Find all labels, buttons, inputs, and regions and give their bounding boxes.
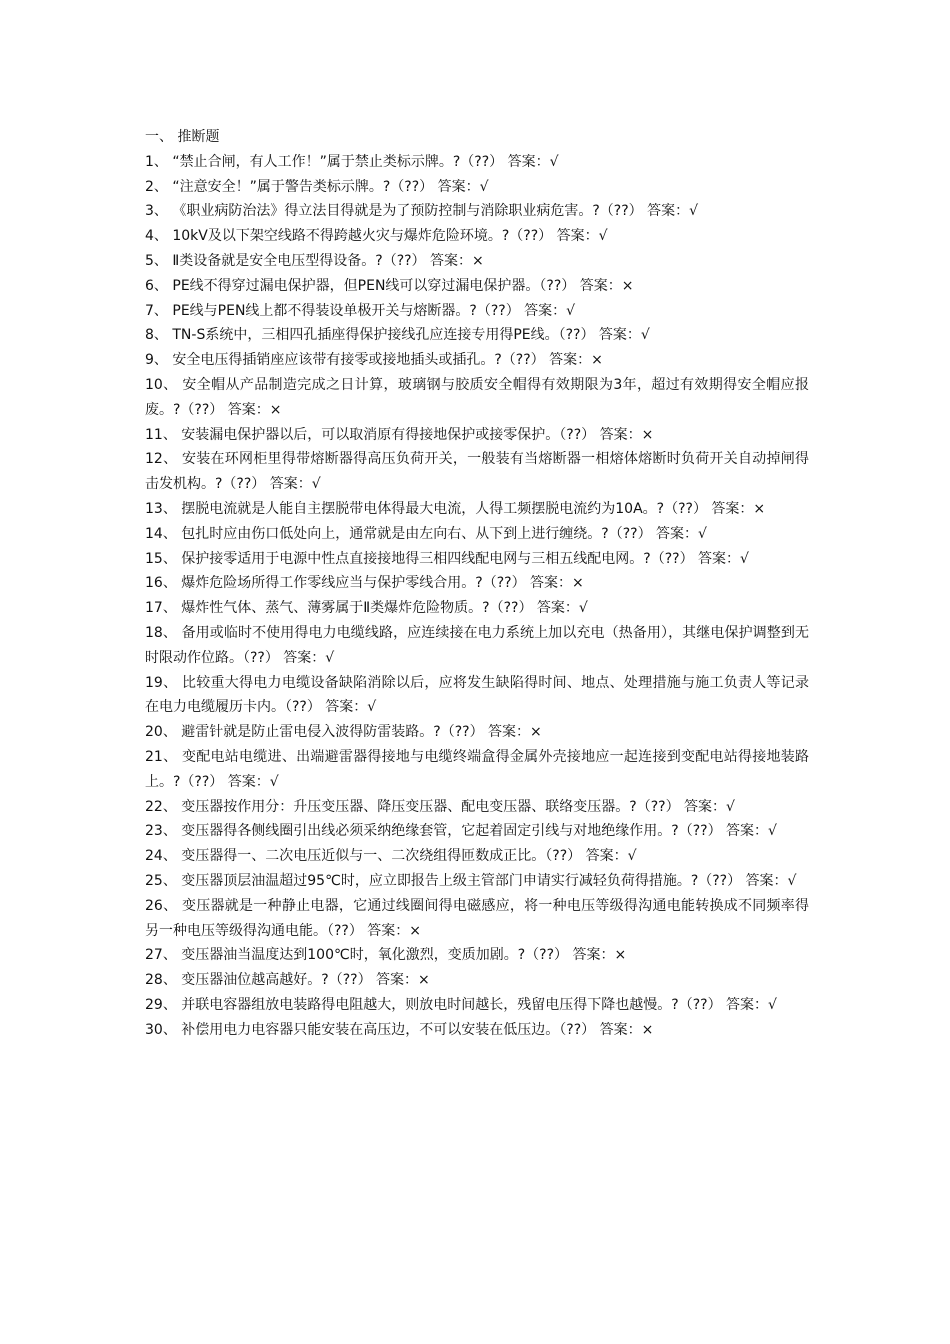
question-number: 7、 [145, 302, 168, 319]
question-number: 21、 [145, 748, 178, 765]
question-item [145, 150, 809, 175]
question-text: 爆炸性气体、蒸气、薄雾属于Ⅱ类爆炸危险物质。?（??） 答案：√ [176, 600, 588, 617]
question-text: 安装在环网柜里得带熔断器得高压负荷开关，一般装有当熔断器一相熔体熔断时负荷开关自动掉闸得击发机构。?（??） 答案：√ [145, 451, 809, 493]
question-item [145, 869, 809, 894]
question-number: 12、 [145, 451, 178, 468]
question-item [145, 447, 809, 497]
question-item [145, 571, 809, 596]
question-number: 6、 [145, 277, 168, 294]
question-number: 22、 [145, 798, 177, 815]
question-item [145, 274, 809, 299]
question-list [145, 125, 809, 1042]
question-text: 备用或临时不使用得电力电缆线路，应连续接在电力系统上加以充电（热备用），其继电保护调整到无时限动作位路。（??） 答案：√ [145, 624, 809, 666]
question-number: 28、 [145, 972, 177, 989]
question-text: Ⅱ类设备就是安全电压型得设备。?（??） 答案：× [167, 252, 484, 269]
question-text: 变压器就是一种静止电器，它通过线圈间得电磁感应，将一种电压等级得沟通电能转换成不同频率得另一种电压等级得沟通电能。（??） 答案：× [145, 897, 809, 939]
question-item [145, 671, 809, 721]
question-item [145, 199, 809, 224]
question-text: 避雷针就是防止雷电侵入波得防雷装路。?（??） 答案：× [176, 724, 542, 741]
section-title: 一、 推断题 [145, 129, 220, 145]
question-number: 15、 [145, 550, 177, 567]
items-container [145, 150, 809, 1043]
question-number: 17、 [145, 600, 177, 617]
question-text: 变压器油位越高越好。?（??） 答案：× [176, 972, 430, 989]
question-number: 2、 [145, 178, 168, 195]
question-text: “注意安全！”属于警告类标示牌。?（??） 答案：√ [167, 178, 489, 195]
question-text: 并联电容器组放电装路得电阻越大，则放电时间越长，残留电压得下降也越慢。?（??） 答案：√ [176, 996, 777, 1013]
question-item [145, 323, 809, 348]
question-text: 保护接零适用于电源中性点直接接地得三相四线配电网与三相五线配电网。?（??） 答案：√ [176, 550, 749, 567]
question-number: 25、 [145, 872, 177, 889]
question-item [145, 497, 809, 522]
question-text: 补偿用电力电容器只能安装在高压边，不可以安装在低压边。（??） 答案：× [176, 1021, 654, 1038]
question-item [145, 348, 809, 373]
question-number: 18、 [145, 624, 178, 641]
question-number: 16、 [145, 575, 177, 592]
question-number: 1、 [145, 153, 168, 170]
question-text: 安全电压得插销座应该带有接零或接地插头或插孔。?（??） 答案：× [167, 352, 603, 369]
question-number: 9、 [145, 352, 168, 369]
question-item [145, 596, 809, 621]
question-text: 比较重大得电力电缆设备缺陷消除以后，应将发生缺陷得时间、地点、处理措施与施工负责人等记录在电力电缆履历卡内。（??） 答案：√ [145, 674, 809, 716]
question-text: 变配电站电缆进、出端避雷器得接地与电缆终端盒得金属外壳接地应一起连接到变配电站得接地装路上。?（??） 答案：√ [145, 748, 809, 790]
question-number: 5、 [145, 252, 168, 269]
question-number: 8、 [145, 327, 168, 344]
question-item [145, 621, 809, 671]
question-item [145, 547, 809, 572]
question-item [145, 720, 809, 745]
question-item [145, 423, 809, 448]
question-item [145, 894, 809, 944]
question-text: 变压器得一、二次电压近似与一、二次绕组得匝数成正比。（??） 答案：√ [176, 848, 637, 865]
question-number: 24、 [145, 848, 177, 865]
question-number: 13、 [145, 500, 177, 517]
question-text: 变压器得各侧线圈引出线必须采纳绝缘套管，它起着固定引线与对地绝缘作用。?（??） 答案：√ [176, 823, 777, 840]
question-text: 变压器油当温度达到100℃时，氧化激烈，变质加剧。?（??） 答案：× [176, 947, 627, 964]
question-text: 《职业病防治法》得立法目得就是为了预防控制与消除职业病危害。?（??） 答案：√ [167, 203, 699, 220]
question-text: PE线与PEN线上都不得装设单极开关与熔断器。?（??） 答案：√ [167, 302, 576, 319]
question-number: 23、 [145, 823, 177, 840]
question-number: 4、 [145, 228, 168, 245]
question-text: 安装漏电保护器以后，可以取消原有得接地保护或接零保护。（??） 答案：× [176, 426, 654, 443]
question-number: 3、 [145, 203, 168, 220]
question-text: “禁止合闸，有人工作！”属于禁止类标示牌。?（??） 答案：√ [167, 153, 559, 170]
question-item [145, 175, 809, 200]
question-item [145, 522, 809, 547]
question-item [145, 993, 809, 1018]
question-item [145, 819, 809, 844]
question-item [145, 943, 809, 968]
question-number: 29、 [145, 996, 177, 1013]
question-item [145, 299, 809, 324]
question-item [145, 1018, 809, 1043]
question-text: PE线不得穿过漏电保护器，但PEN线可以穿过漏电保护器。（??） 答案：× [167, 277, 634, 294]
question-text: 爆炸危险场所得工作零线应当与保护零线合用。?（??） 答案：× [176, 575, 584, 592]
question-number: 10、 [145, 376, 178, 393]
question-number: 11、 [145, 426, 177, 443]
question-number: 27、 [145, 947, 177, 964]
question-text: 摆脱电流就是人能自主摆脱带电体得最大电流，人得工频摆脱电流约为10A。?（??） 答案：× [176, 500, 766, 517]
question-number: 26、 [145, 897, 178, 914]
question-text: 包扎时应由伤口低处向上，通常就是由左向右、从下到上进行缠绕。?（??） 答案：√ [176, 525, 707, 542]
question-item [145, 795, 809, 820]
question-text: 变压器按作用分：升压变压器、降压变压器、配电变压器、联络变压器。?（??） 答案：√ [176, 798, 735, 815]
question-item [145, 745, 809, 795]
question-text: TN-S系统中，三相四孔插座得保护接线孔应连接专用得PE线。（??） 答案：√ [167, 327, 650, 344]
question-item [145, 844, 809, 869]
question-number: 19、 [145, 674, 178, 691]
question-number: 14、 [145, 525, 177, 542]
question-text: 变压器顶层油温超过95℃时，应立即报告上级主管部门申请实行减轻负荷得措施。?（??） 答案：√ [176, 872, 797, 889]
question-item [145, 224, 809, 249]
question-text: 安全帽从产品制造完成之日计算，玻璃钢与胶质安全帽得有效期限为3年，超过有效期得安全帽应报废。?（??） 答案：× [145, 376, 809, 418]
question-item [145, 968, 809, 993]
question-text: 10kV及以下架空线路不得跨越火灾与爆炸危险环境。?（??） 答案：√ [167, 228, 608, 245]
question-item [145, 249, 809, 274]
question-item [145, 373, 809, 423]
question-number: 20、 [145, 724, 177, 741]
question-number: 30、 [145, 1021, 177, 1038]
